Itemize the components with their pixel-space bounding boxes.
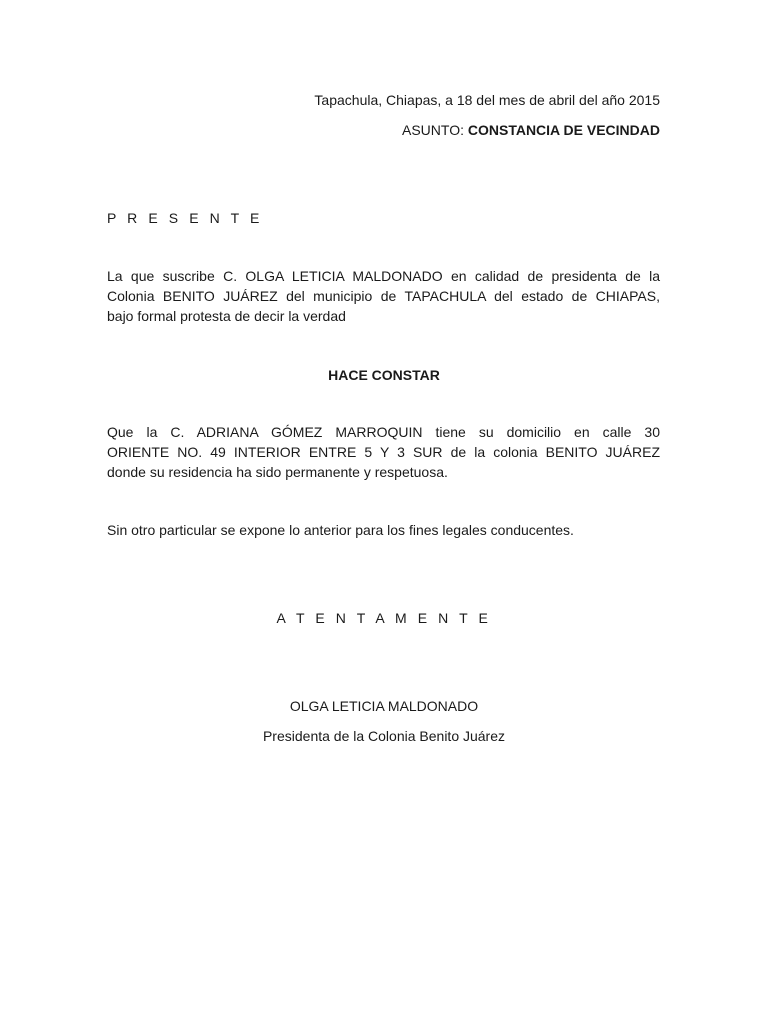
signature-title: Presidenta de la Colonia Benito Juárez [262,728,506,744]
subject-value: CONSTANCIA DE VECINDAD [467,122,660,138]
body-line: Que la C. ADRIANA GÓMEZ MARROQUIN tiene su domicilio en calle 30 [107,424,660,440]
place-date: Tapachula, Chiapas, a 18 del mes de abril del año 2015 [314,92,660,108]
intro-line: La que suscribe C. OLGA LETICIA MALDONADO en calidad de presidenta de la [107,268,660,284]
subject-line [402,120,660,140]
closing-text: Sin otro particular se expone lo anterior para los fines legales conducentes. [107,522,574,538]
section-heading: HACE CONSTAR [328,367,440,383]
farewell: A T E N T A M E N T E [276,610,492,626]
body-line: donde su residencia ha sido permanente y respetuosa. [107,464,448,480]
intro-line: Colonia BENITO JUÁREZ del municipio de TAPACHULA del estado de CHIAPAS, [107,288,660,304]
body-paragraph [107,422,660,482]
subject-label: ASUNTO: [402,122,464,138]
intro-paragraph [107,266,660,326]
intro-line: bajo formal protesta de decir la verdad [107,308,346,324]
body-line: ORIENTE NO. 49 INTERIOR ENTRE 5 Y 3 SUR de la colonia BENITO JUÁREZ [107,444,660,460]
signature-name: OLGA LETICIA MALDONADO [289,698,479,714]
salutation: P R E S E N T E [107,210,263,226]
